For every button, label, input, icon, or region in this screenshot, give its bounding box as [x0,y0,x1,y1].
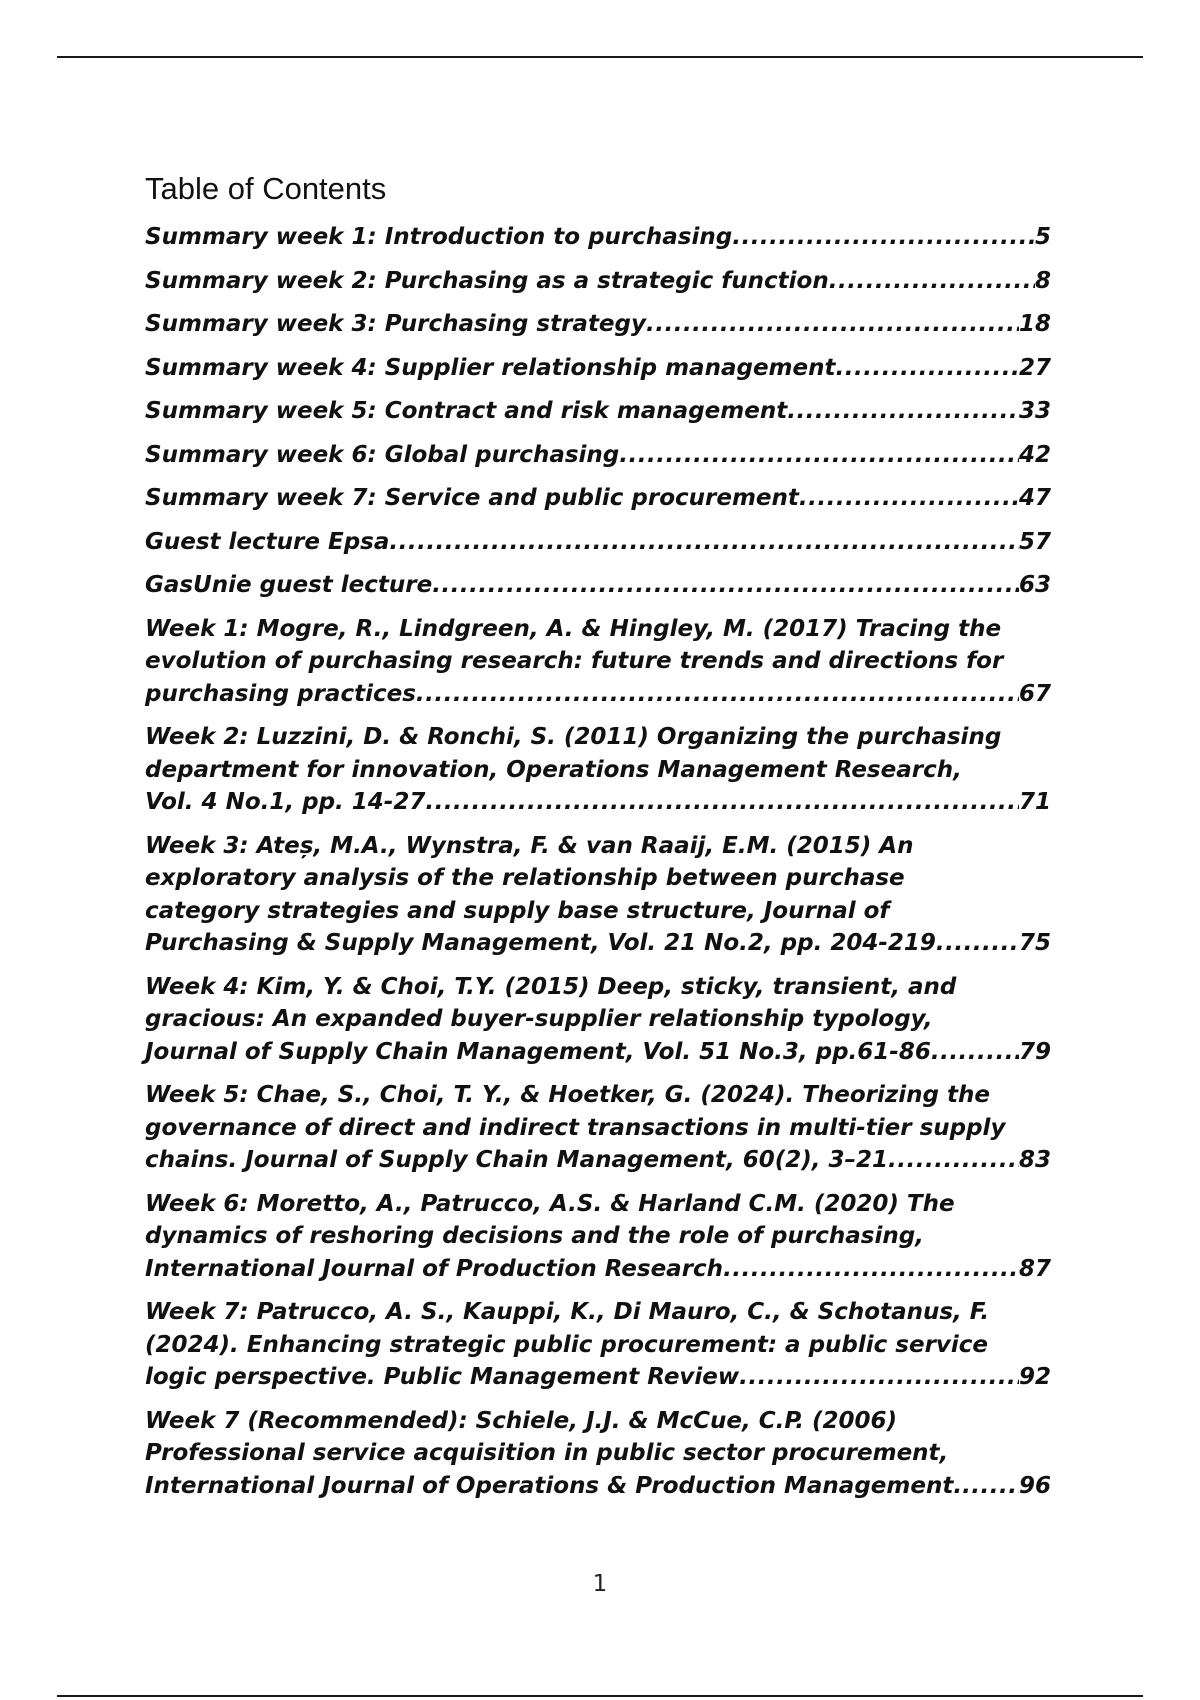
toc-entry-line: Week 4: Kim, Y. & Choi, T.Y. (2015) Deep, sticky, transient, and [145,973,957,1000]
toc-entry-line: (2024). Enhancing strategic public procurement: a public service [145,1331,989,1358]
toc-entry-title: Summary week 5: Contract and risk management [145,398,788,424]
toc-entry-line: gracious: An expanded buyer-supplier relationship typology, [145,1006,933,1032]
toc-entry[interactable] [145,569,1051,602]
toc-title: Table of Contents [145,171,387,206]
toc-entry-title: logic perspective. Public Management Review [145,1364,740,1390]
dot-leader [787,395,1019,428]
toc-entry-title: purchasing practices [145,680,416,707]
header-rule [57,56,1143,58]
dot-leader [646,308,1019,341]
toc-entry-line: Week 7: Patrucco, A. S., Kauppi, K., Di Mauro, C., & Schotanus, F. [145,1299,990,1325]
toc-entry-final-line [145,221,1051,254]
toc-entry-line: Week 7 (Recommended): Schiele, J.J. & McCue, C.P. (2006) [145,1407,898,1434]
toc-entry-final-line [145,1361,1051,1394]
toc-entry-title: Summary week 1: Introduction to purchasing [145,224,733,250]
toc-entry-final-line [145,927,1051,960]
toc-entry-title: Guest lecture Epsa [145,528,390,555]
toc-entry-title: Purchasing & Supply Management, Vol. 21 No.2, pp. 204-219 [145,930,936,956]
toc-entry-page-number: 75 [1018,930,1051,956]
toc-entry-final-line [145,482,1051,515]
toc-entry[interactable] [145,1405,1051,1503]
dot-leader [723,1253,1019,1286]
toc-entry-final-line [145,569,1051,602]
toc-entry-final-line [145,352,1051,385]
toc-entry-page-number: 42 [1018,441,1051,468]
toc-entry[interactable] [145,439,1051,472]
toc-entry-final-line [145,395,1051,428]
toc-entry-line: evolution of purchasing research: future trends and directions for [145,648,1004,674]
dot-leader [888,1144,1019,1177]
dot-leader [936,927,1019,960]
toc-entry-line: dynamics of reshoring decisions and the role of purchasing, [145,1223,924,1249]
toc-entry-page-number: 83 [1018,1147,1051,1173]
toc-entry[interactable] [145,721,1051,819]
toc-entry-title: Journal of Supply Chain Management, Vol. 51 No.3, pp.61-86 [145,1038,931,1065]
toc-entry[interactable] [145,1188,1051,1286]
toc-entry[interactable] [145,971,1051,1069]
toc-entry[interactable] [145,308,1051,341]
toc-entry-final-line [145,1253,1051,1286]
toc-entry-title: Summary week 6: Global purchasing [145,441,620,468]
toc-entry[interactable] [145,613,1051,711]
toc-entry-title: Summary week 7: Service and public procurement [145,485,799,511]
toc-entry[interactable] [145,395,1051,428]
toc-entry-line: category strategies and supply base structure, Journal of [145,897,890,924]
toc-entry-line: Week 1: Mogre, R., Lindgreen, A. & Hingley, M. (2017) Tracing the [145,615,1002,642]
toc-entry-final-line [145,265,1051,298]
dot-leader [432,569,1019,602]
dot-leader [835,352,1019,385]
toc-entry[interactable] [145,482,1051,515]
toc-entry-page-number: 92 [1018,1364,1051,1390]
toc-entry[interactable] [145,830,1051,960]
dot-leader [799,482,1019,515]
toc-entry-title: Summary week 3: Purchasing strategy [145,311,646,337]
toc-entry-page-number: 71 [1018,789,1051,815]
dot-leader [732,221,1035,254]
toc-entry-final-line [145,439,1051,472]
toc-entry-line: Week 6: Moretto, A., Patrucco, A.S. & Harland C.M. (2020) The [145,1190,955,1217]
toc-entry-page-number: 18 [1018,311,1051,337]
toc-entry-final-line [145,526,1051,559]
toc-entry[interactable] [145,1079,1051,1177]
toc-entry-line: Week 2: Luzzini, D. & Ronchi, S. (2011) Organizing the purchasing [145,724,1002,750]
toc-entry-final-line [145,308,1051,341]
toc-entry-page-number: 33 [1018,398,1051,424]
toc-entry[interactable] [145,265,1051,298]
toc-entry[interactable] [145,526,1051,559]
toc-entry-line: Week 5: Chae, S., Choi, T. Y., & Hoetker, G. (2024). Theorizing the [145,1082,990,1108]
toc-entry-title: chains. Journal of Supply Chain Management, 60(2), 3–21 [145,1147,889,1173]
page-number: 1 [592,1571,608,1597]
toc-entry-page-number: 63 [1018,572,1051,598]
toc-entry-title: International Journal of Production Research [145,1255,724,1282]
toc-entry-line: Week 3: Ateș, M.A., Wynstra, F. & van Raaij, E.M. (2015) An [145,832,914,859]
toc-list [145,221,1051,1502]
toc-entry-page-number: 5 [1034,224,1051,250]
footer-rule [57,1695,1143,1697]
dot-leader [931,1036,1019,1069]
toc-entry-final-line [145,1036,1051,1069]
toc-entry-page-number: 79 [1018,1038,1051,1065]
toc-entry-title: Vol. 4 No.1, pp. 14-27 [145,789,426,815]
toc-entry-final-line [145,678,1051,711]
dot-leader [739,1361,1019,1394]
dot-leader [619,439,1019,472]
toc-entry-final-line [145,1470,1051,1503]
toc-entry[interactable] [145,352,1051,385]
dot-leader [425,786,1019,819]
toc-entry-page-number: 96 [1018,1472,1051,1499]
toc-entry-page-number: 67 [1018,680,1051,707]
toc-entry-final-line [145,786,1051,819]
toc-entry-final-line [145,1144,1051,1177]
toc-entry-title: International Journal of Operations & Production Management. [145,1472,963,1499]
dot-leader [416,678,1019,711]
dot-leader [829,265,1035,298]
toc-entry-line: Professional service acquisition in public sector procurement, [145,1440,949,1466]
toc-entry-title: Summary week 4: Supplier relationship management [145,354,836,381]
toc-entry-page-number: 47 [1018,485,1051,511]
toc-entry[interactable] [145,221,1051,254]
dot-leader [389,526,1019,559]
toc-entry-page-number: 87 [1018,1255,1051,1282]
toc-entry-page-number: 27 [1018,354,1051,381]
toc-entry-line: department for innovation, Operations Management Research, [145,756,962,783]
toc-entry-page-number: 57 [1018,528,1051,555]
toc-entry[interactable] [145,1296,1051,1394]
toc-entry-title: Summary week 2: Purchasing as a strategic function [145,267,829,294]
dot-leader [962,1470,1019,1503]
table-of-contents [145,168,1051,1513]
toc-entry-title: GasUnie guest lecture [145,572,433,598]
toc-entry-page-number: 8 [1034,267,1051,294]
toc-entry-line: exploratory analysis of the relationship between purchase [145,865,905,891]
toc-entry-line: governance of direct and indirect transactions in multi-tier supply [145,1114,1006,1141]
